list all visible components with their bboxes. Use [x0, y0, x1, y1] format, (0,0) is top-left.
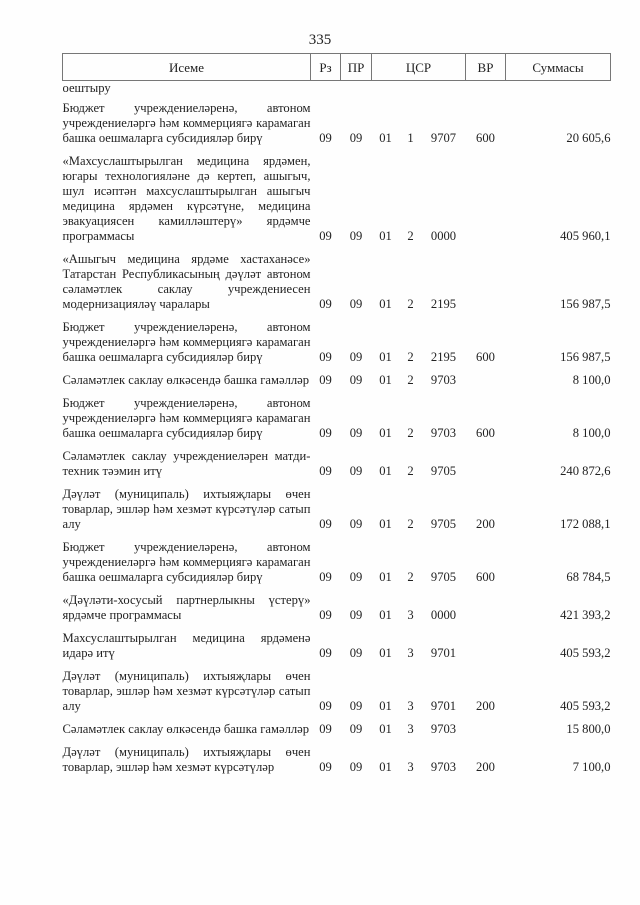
table-row	[63, 718, 611, 741]
header-name: Исеме	[63, 54, 311, 81]
row-csr-program: 01	[379, 350, 392, 364]
row-rz: 09	[319, 131, 332, 145]
row-csr-program: 01	[379, 464, 392, 478]
header-rz: Рз	[311, 54, 341, 81]
row-sum: 240 872,6	[560, 464, 611, 478]
continuation-text: оештыру	[62, 81, 111, 95]
header-csr: ЦСР	[372, 54, 466, 81]
row-name: Дәүләт (муниципаль) ихтыяҗлары өчен товарлар, эшләр һәм хезмәт күрсәтүләр сатып алу	[62, 487, 311, 531]
row-sum: 15 800,0	[566, 722, 611, 736]
row-pr: 09	[349, 570, 363, 584]
row-vr: 200	[476, 517, 495, 531]
row-csr-subprogram: 2	[407, 229, 414, 243]
row-sum: 20 605,6	[566, 131, 611, 145]
table-row	[63, 589, 611, 627]
row-csr-program: 01	[379, 608, 392, 622]
row-csr-program: 01	[379, 229, 392, 243]
row-rz: 09	[319, 646, 332, 660]
row-pr: 09	[349, 229, 363, 243]
row-rz: 09	[319, 699, 332, 713]
row-pr: 09	[349, 426, 363, 440]
row-rz: 09	[319, 760, 332, 774]
row-vr: 200	[476, 760, 495, 774]
row-rz: 09	[319, 350, 332, 364]
table-row	[63, 150, 611, 248]
table-row	[63, 248, 611, 316]
table-row	[63, 392, 611, 445]
row-csr-code: 0000	[430, 229, 457, 243]
row-vr	[466, 445, 506, 483]
row-rz: 09	[319, 517, 332, 531]
row-csr-code: 9703	[430, 722, 457, 736]
row-csr-program: 01	[379, 570, 392, 584]
row-sum: 156 987,5	[560, 297, 611, 311]
row-csr-code: 9705	[430, 570, 457, 584]
row-sum: 8 100,0	[572, 373, 611, 387]
row-csr-subprogram: 2	[407, 517, 414, 531]
row-csr-code: 9701	[430, 646, 457, 660]
row-pr: 09	[349, 699, 363, 713]
row-csr-code: 0000	[430, 608, 457, 622]
row-name: Бюджет учреждениеләренә, автоном учреждениеләргә һәм коммерциягә карамаган башка оешмаларга субсидияләр бирү	[62, 540, 311, 584]
row-vr: 600	[476, 570, 495, 584]
row-pr: 09	[349, 608, 363, 622]
row-vr: 200	[476, 699, 495, 713]
row-vr	[466, 627, 506, 665]
row-name: Сәламәтлек саклау өлкәсендә башка гамәлләр	[62, 373, 310, 387]
row-csr-code: 9703	[430, 426, 457, 440]
table-row	[63, 627, 611, 665]
row-csr-program: 01	[379, 131, 392, 145]
row-name: Бюджет учреждениеләренә, автоном учреждениеләргә һәм коммерциягә карамаган башка оешмаларга субсидияләр бирү	[62, 320, 311, 364]
row-name: «Ашыгыч медицина ярдәме хастаханәсе» Татарстан Республикасының дәүләт автоном сәламәтлек саклау учреждениесен модернизацияләү чаралары	[62, 252, 311, 311]
table-row	[63, 665, 611, 718]
row-name: Бюджет учреждениеләренә, автоном учреждениеләргә һәм коммерциягә карамаган башка оешмаларга субсидияләр бирү	[62, 101, 311, 145]
row-sum: 172 088,1	[560, 517, 611, 531]
row-csr-subprogram: 3	[407, 760, 414, 774]
row-csr-subprogram: 3	[407, 699, 414, 713]
row-csr-subprogram: 3	[407, 608, 414, 622]
row-name: «Махсуслаштырылган медицина ярдәмен, югары технологияләне дә кертеп, ашыгыч, шул исәптән махсуслаштырылган ашыгыч медицина ярдәмен күрсәтүне, медицина эвакуациясен камилләштерү» ярдәмче программасы	[62, 154, 311, 243]
row-csr-code: 2195	[430, 297, 457, 311]
row-pr: 09	[349, 517, 363, 531]
row-csr-program: 01	[379, 722, 392, 736]
row-vr	[466, 150, 506, 248]
row-csr-code: 9701	[430, 699, 457, 713]
row-pr: 09	[349, 464, 363, 478]
header-sum: Суммасы	[506, 54, 611, 81]
table-row	[63, 445, 611, 483]
page-number: 335	[308, 32, 332, 48]
row-csr-code: 9703	[430, 760, 457, 774]
row-name: Сәламәтлек саклау учреждениеләрен матди-техник тәэмин итү	[62, 449, 311, 478]
row-vr	[466, 589, 506, 627]
table-row	[63, 97, 611, 150]
row-name: «Дәүләти-хосусый партнерлыкны үстерү» ярдәмче программасы	[62, 593, 311, 622]
row-rz: 09	[319, 373, 332, 387]
table-row	[63, 369, 611, 392]
row-name: Сәламәтлек саклау өлкәсендә башка гамәлләр	[62, 722, 310, 736]
row-csr-program: 01	[379, 517, 392, 531]
row-vr: 600	[476, 131, 495, 145]
row-pr: 09	[349, 350, 363, 364]
row-csr-subprogram: 3	[407, 722, 414, 736]
row-pr: 09	[349, 760, 363, 774]
continuation-row	[63, 81, 611, 98]
row-sum: 156 987,5	[560, 350, 611, 364]
row-rz: 09	[319, 722, 332, 736]
row-csr-code: 9705	[430, 517, 457, 531]
row-rz: 09	[319, 297, 332, 311]
header-pr: ПР	[341, 54, 372, 81]
row-pr: 09	[349, 297, 363, 311]
row-csr-subprogram: 3	[407, 646, 414, 660]
row-pr: 09	[349, 373, 363, 387]
row-csr-program: 01	[379, 373, 392, 387]
row-name: Бюджет учреждениеләренә, автоном учреждениеләргә һәм коммерциягә карамаган башка оешмаларга субсидияләр бирү	[62, 396, 311, 440]
row-csr-program: 01	[379, 699, 392, 713]
row-csr-subprogram: 2	[407, 350, 414, 364]
row-csr-subprogram: 1	[407, 131, 414, 145]
row-vr	[466, 718, 506, 741]
row-csr-program: 01	[379, 426, 392, 440]
row-sum: 8 100,0	[572, 426, 611, 440]
table-row	[63, 741, 611, 779]
row-pr: 09	[349, 131, 363, 145]
budget-table	[62, 53, 611, 779]
row-csr-subprogram: 2	[407, 297, 414, 311]
row-name: Махсуслаштырылган медицина ярдәменә идарә итү	[62, 631, 311, 660]
row-csr-code: 9705	[430, 464, 457, 478]
row-name: Дәүләт (муниципаль) ихтыяҗлары өчен товарлар, эшләр һәм хезмәт күрсәтүләр	[62, 745, 311, 774]
row-csr-code: 9703	[430, 373, 457, 387]
row-vr: 600	[476, 426, 495, 440]
table-row	[63, 483, 611, 536]
row-sum: 7 100,0	[572, 760, 611, 774]
row-vr: 600	[476, 350, 495, 364]
row-rz: 09	[319, 570, 332, 584]
row-rz: 09	[319, 426, 332, 440]
row-sum: 405 593,2	[560, 646, 611, 660]
header-vr: ВР	[466, 54, 506, 81]
row-sum: 405 960,1	[560, 229, 611, 243]
table-row	[63, 316, 611, 369]
row-csr-subprogram: 2	[407, 426, 414, 440]
row-rz: 09	[319, 464, 332, 478]
row-vr	[466, 248, 506, 316]
row-pr: 09	[349, 646, 363, 660]
row-csr-subprogram: 2	[407, 464, 414, 478]
row-pr: 09	[349, 722, 363, 736]
row-csr-subprogram: 2	[407, 373, 414, 387]
row-csr-subprogram: 2	[407, 570, 414, 584]
row-name: Дәүләт (муниципаль) ихтыяҗлары өчен товарлар, эшләр һәм хезмәт күрсәтүләр сатып алу	[62, 669, 311, 713]
table-header-row	[63, 54, 611, 81]
row-csr-program: 01	[379, 760, 392, 774]
row-vr	[466, 369, 506, 392]
row-rz: 09	[319, 608, 332, 622]
row-sum: 68 784,5	[566, 570, 611, 584]
row-sum: 405 593,2	[560, 699, 611, 713]
row-csr-code: 9707	[430, 131, 457, 145]
row-sum: 421 393,2	[560, 608, 611, 622]
table-row	[63, 536, 611, 589]
row-csr-program: 01	[379, 297, 392, 311]
row-csr-program: 01	[379, 646, 392, 660]
row-rz: 09	[319, 229, 332, 243]
row-csr-code: 2195	[430, 350, 457, 364]
